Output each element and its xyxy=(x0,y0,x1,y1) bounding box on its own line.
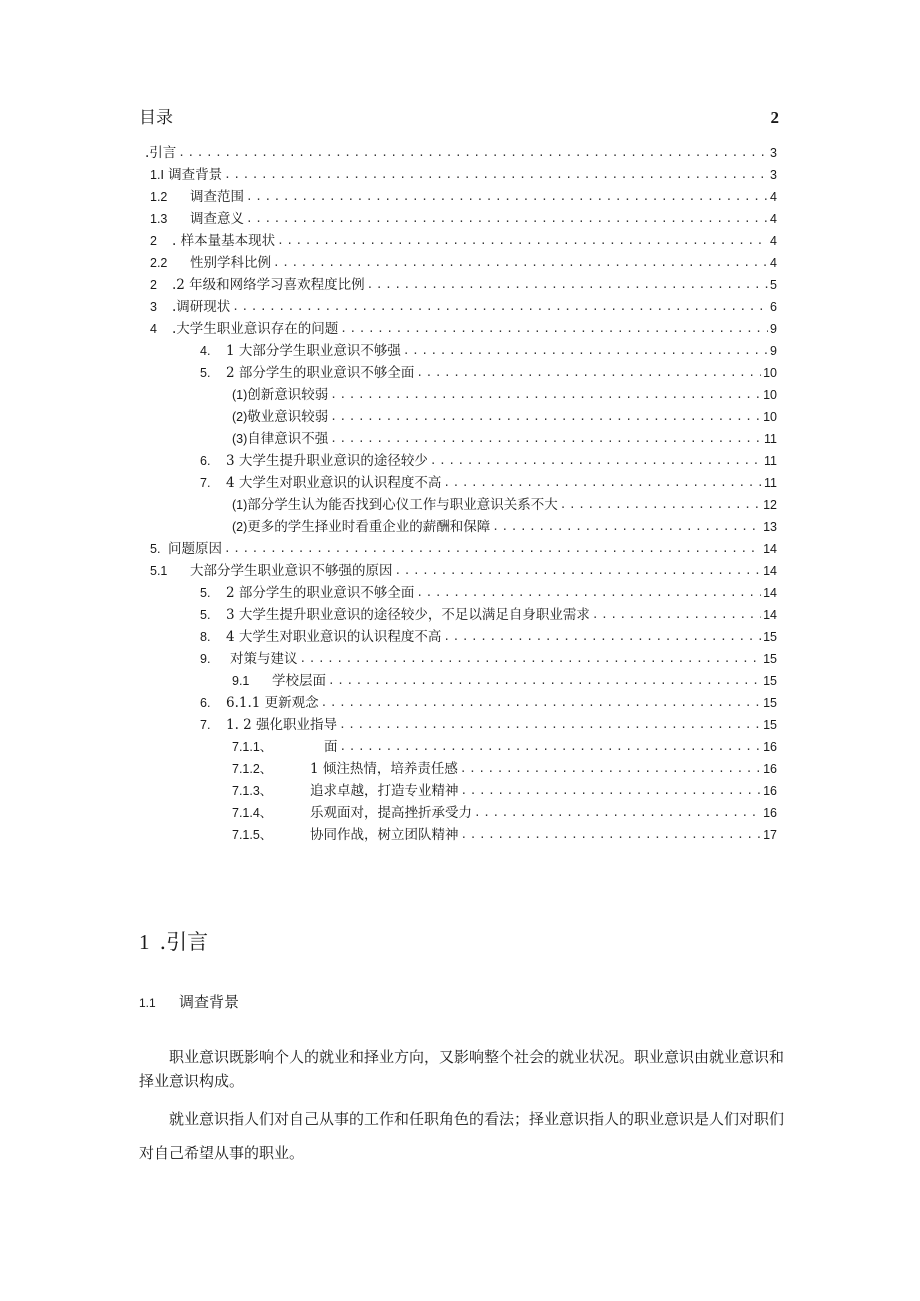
toc-leader xyxy=(460,758,761,780)
toc-entry-page: 10 xyxy=(763,410,777,424)
toc-entry-label: 调查背景 xyxy=(168,167,223,183)
toc-entry-label: 面 xyxy=(324,739,338,755)
toc-entry-label: 乐观面对，提高挫折承受力 xyxy=(310,805,472,821)
toc-entry-num: 1.2 xyxy=(150,190,168,204)
toc-entry[interactable] xyxy=(150,208,777,230)
toc-leader xyxy=(339,714,761,736)
toc-entry-label: 性别学科比例 xyxy=(190,255,271,271)
toc-entry-num: 6. xyxy=(200,696,211,710)
toc-entry[interactable] xyxy=(232,802,777,824)
toc-entry-num: 6. xyxy=(200,454,211,468)
toc-entry[interactable] xyxy=(145,142,777,164)
toc-entry[interactable] xyxy=(150,186,777,208)
toc-entry-label: 3 大学生提升职业意识的途径较少，不足以满足自身职业需求 xyxy=(226,607,590,623)
toc-entry-page: 5 xyxy=(770,278,777,292)
toc-entry-label: 对策与建议 xyxy=(230,651,298,667)
toc-leader xyxy=(330,428,762,450)
toc-entry-page: 16 xyxy=(763,784,777,798)
toc-entry[interactable] xyxy=(150,296,777,318)
toc-leader xyxy=(224,538,761,560)
toc-entry-num: 9.1 xyxy=(232,674,250,688)
toc-entry-page: 17 xyxy=(763,828,777,842)
toc-entry-num: 7.1.1、 xyxy=(232,740,273,754)
toc-entry[interactable] xyxy=(200,692,777,714)
toc-entry[interactable] xyxy=(200,582,777,604)
toc-entry[interactable] xyxy=(232,406,777,428)
toc-leader xyxy=(492,516,761,538)
toc-entry-num: 3 xyxy=(150,300,157,314)
toc-entry-page: 16 xyxy=(763,762,777,776)
toc-entry[interactable] xyxy=(200,340,777,362)
toc-entry-num: 7.1.5、 xyxy=(232,828,273,842)
toc-entry-label: 1 倾注热情，培养责任感 xyxy=(310,761,458,777)
toc-entry[interactable] xyxy=(232,428,777,450)
toc-heading xyxy=(139,106,779,130)
toc-entry-num: 4 xyxy=(150,322,157,336)
toc-entry-page: 10 xyxy=(763,388,777,402)
toc-entry[interactable] xyxy=(232,670,777,692)
toc-entry-page: 3 xyxy=(770,168,777,182)
toc-entry-label: .引言 xyxy=(145,145,177,161)
subsection-heading xyxy=(139,990,239,1015)
toc-title-page: 2 xyxy=(770,108,779,127)
toc-entry-page: 12 xyxy=(763,498,777,512)
toc-entry-page: 10 xyxy=(763,366,777,380)
toc-entry-page: 11 xyxy=(764,476,777,490)
toc-entry[interactable] xyxy=(150,230,777,252)
toc-entry[interactable] xyxy=(200,648,777,670)
toc-leader xyxy=(560,494,761,516)
toc-entry-num: 7.1.4、 xyxy=(232,806,273,820)
toc-entry-num: (3) xyxy=(232,432,248,446)
toc-leader xyxy=(443,472,762,494)
toc-entry-label: 6.1.1 更新观念 xyxy=(226,695,319,711)
toc-entry-label: 3 大学生提升职业意识的途径较少 xyxy=(226,453,428,469)
toc-entry-page: 4 xyxy=(770,256,777,270)
toc-entry-page: 15 xyxy=(763,652,777,666)
toc-entry-num: 2.2 xyxy=(150,256,168,270)
toc-entry[interactable] xyxy=(232,384,777,406)
toc-entry-num: 7. xyxy=(200,476,211,490)
toc-entry-num: 9. xyxy=(200,652,211,666)
toc-entry-page: 9 xyxy=(770,322,777,336)
toc-entry-page: 14 xyxy=(763,586,777,600)
toc-entry-label: 调查意义 xyxy=(190,211,244,227)
toc-leader xyxy=(340,736,762,758)
subsection-number: 1.1 xyxy=(139,996,156,1010)
toc-entry[interactable] xyxy=(200,714,777,736)
toc-entry-num: (2) xyxy=(232,410,248,424)
toc-leader xyxy=(273,252,768,274)
toc-entry-page: 6 xyxy=(770,300,777,314)
toc-entry-label: 2 部分学生的职业意识不够全面 xyxy=(226,365,415,381)
toc-leader xyxy=(330,384,761,406)
toc-entry-page: 4 xyxy=(770,234,777,248)
toc-entry[interactable] xyxy=(150,252,777,274)
section-title: .引言 xyxy=(159,930,209,954)
toc-entry-label: .调研现状 xyxy=(172,299,231,315)
toc-entry[interactable] xyxy=(150,318,777,340)
toc-entry-label: 协同作战，树立团队精神 xyxy=(310,827,459,843)
toc-entry-label: 自律意识不强 xyxy=(247,431,329,447)
toc-entry-label: 更多的学生择业时看重企业的薪酬和保障 xyxy=(247,519,491,535)
toc-entry-page: 16 xyxy=(763,740,777,754)
toc-leader xyxy=(443,626,761,648)
toc-entry-page: 9 xyxy=(770,344,777,358)
toc-entry-num: (2) xyxy=(232,520,248,534)
toc-leader xyxy=(321,692,761,714)
toc-entry-num: 7.1.2、 xyxy=(232,762,273,776)
toc-title: 目录 xyxy=(139,108,173,128)
toc-entry[interactable] xyxy=(150,164,777,186)
toc-entry-num: 7. xyxy=(200,718,211,732)
toc-entry-page: 13 xyxy=(763,520,777,534)
toc-entry-label: 部分学生认为能否找到心仪工作与职业意识关系不大 xyxy=(247,497,558,513)
toc-leader xyxy=(340,318,768,340)
toc-leader xyxy=(430,450,762,472)
toc-entry-page: 14 xyxy=(763,608,777,622)
toc-leader xyxy=(403,340,768,362)
toc-entry[interactable] xyxy=(200,362,777,384)
toc-entry-num: 5. xyxy=(200,608,211,622)
toc-entry-label: 1. 2 强化职业指导 xyxy=(226,717,338,733)
toc-entry-label: 1 大部分学生职业意识不够强 xyxy=(226,343,401,359)
body-paragraph: 职业意识既影响个人的就业和择业方向，又影响整个社会的就业状况。职业意识由就业意识和择业意识构成。 xyxy=(139,1048,785,1090)
toc-entry-page: 4 xyxy=(770,212,777,226)
toc-entry-page: 14 xyxy=(763,542,777,556)
toc-entry[interactable] xyxy=(200,450,777,472)
toc-entry-num: 8. xyxy=(200,630,211,644)
toc-entry[interactable] xyxy=(232,758,777,780)
toc-entry-num: 4. xyxy=(200,344,211,358)
toc-leader xyxy=(416,582,761,604)
toc-entry-num: 5. xyxy=(200,366,211,380)
toc-entry-label: 2 部分学生的职业意识不够全面 xyxy=(226,585,415,601)
toc-entry-label: .大学生职业意识存在的问题 xyxy=(172,321,339,337)
toc-entry-num: 5.1 xyxy=(150,564,168,578)
toc-entry[interactable] xyxy=(232,780,777,802)
toc-entry[interactable] xyxy=(232,736,777,758)
toc-leader xyxy=(395,560,762,582)
toc-entry-page: 11 xyxy=(764,454,777,468)
toc-entry-label: 敬业意识较弱 xyxy=(247,409,329,425)
toc-entry[interactable] xyxy=(150,560,777,582)
toc-entry-label: 追求卓越，打造专业精神 xyxy=(310,783,459,799)
toc-entry[interactable] xyxy=(150,274,777,296)
toc-leader xyxy=(461,824,762,846)
toc-entry-label: . 样本量基本现状 xyxy=(172,233,276,249)
toc-entry[interactable] xyxy=(232,824,777,846)
toc-entry[interactable] xyxy=(232,494,777,516)
toc-entry-num: 1.3 xyxy=(150,212,168,226)
toc-entry-page: 16 xyxy=(763,806,777,820)
toc-entry-label: 学校层面 xyxy=(272,673,326,689)
toc-entry-page: 3 xyxy=(770,146,777,160)
toc-entry-page: 15 xyxy=(763,718,777,732)
toc-leader xyxy=(300,648,762,670)
toc-leader xyxy=(178,142,768,164)
toc-entry-label: 调查范围 xyxy=(190,189,244,205)
toc-leader xyxy=(224,164,768,186)
toc-entry-label: 问题原因 xyxy=(168,541,222,557)
toc-leader xyxy=(367,274,768,296)
toc-entry-page: 11 xyxy=(764,432,777,446)
toc-leader xyxy=(277,230,768,252)
toc-entry-page: 14 xyxy=(763,564,777,578)
toc-entry-page: 15 xyxy=(763,674,777,688)
toc-entry-num: 2 xyxy=(150,234,157,248)
toc-leader xyxy=(246,208,768,230)
toc-entry-num: (1) xyxy=(232,498,248,512)
toc-leader xyxy=(592,604,761,626)
toc-entry-label: 大部分学生职业意识不够强的原因 xyxy=(190,563,393,579)
toc-entry-label: 4 大学生对职业意识的认识程度不高 xyxy=(226,629,442,645)
toc-leader xyxy=(416,362,761,384)
toc-entry-num: (1) xyxy=(232,388,248,402)
toc-entry-num: 2 xyxy=(150,278,157,292)
toc-leader xyxy=(246,186,768,208)
section-heading xyxy=(139,927,208,957)
toc-entry-num: 5. xyxy=(200,586,211,600)
toc-leader xyxy=(330,406,761,428)
toc-entry-page: 4 xyxy=(770,190,777,204)
toc-leader xyxy=(474,802,761,824)
toc-entry-num: 7.1.3、 xyxy=(232,784,273,798)
toc-entry-page: 15 xyxy=(763,630,777,644)
toc-entry[interactable] xyxy=(150,538,777,560)
body-paragraph: 就业意识指人们对自己从事的工作和任职角色的看法；择业意识指人的职业意识是人们对职们对自己希望从事的职业。 xyxy=(139,1110,785,1162)
toc-entry-page: 15 xyxy=(763,696,777,710)
toc-entry-label: 4 大学生对职业意识的认识程度不高 xyxy=(226,475,442,491)
toc-entry[interactable] xyxy=(200,604,777,626)
toc-entry-num: 5. xyxy=(150,542,161,556)
section-number: 1 xyxy=(139,930,150,954)
toc-entry[interactable] xyxy=(200,472,777,494)
toc-entry[interactable] xyxy=(232,516,777,538)
toc-leader xyxy=(232,296,768,318)
toc-entry-label: .2 年级和网络学习喜欢程度比例 xyxy=(172,277,365,293)
toc-leader xyxy=(328,670,761,692)
toc-entry-num: 1.Ⅰ xyxy=(150,168,165,182)
toc-leader xyxy=(461,780,762,802)
subsection-title: 调查背景 xyxy=(179,993,240,1011)
toc-entry[interactable] xyxy=(200,626,777,648)
toc-entry-label: 创新意识较弱 xyxy=(247,387,329,403)
